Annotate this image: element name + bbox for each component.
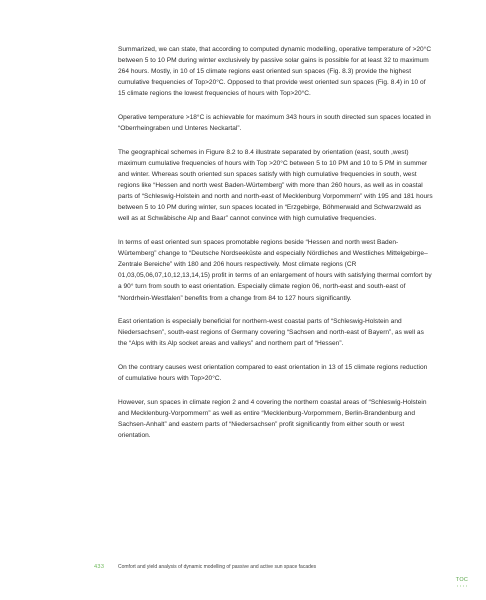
paragraph-climate-region-2-4: However, sun spaces in climate region 2 and 4 covering the northern coastal areas of “Schleswig-Holstein and Mecklenburg-Vorpommern” as well as entire “Mecklenburg-Vorpommern, Berlin-Brandenburg and Sachsen-Anhalt” and eastern parts of “Niedersachsen” profit significantly from either south or west orientation. (118, 398, 427, 440)
toc-dots-icon (456, 585, 468, 587)
toc-label: TOC (455, 577, 469, 583)
paragraph-east-orientation-benefits: East orientation is especially beneficial for northern-west coastal parts of “Schleswig-Holstein and Niedersachsen”, south-east regions of Germany covering “Sachsen and north-east of Bayern”, as well as the “Alps with its Alp socket areas and valleys” and northern part of “Hessen”. (118, 318, 424, 348)
paragraph-geographical-schemes: The geographical schemes in Figure 8.2 to 8.4 illustrate separated by orientation (east, south ,west) maximum cumulative frequencies of hours with Top >20°C between 5 to 10 PM and 10 to 5 PM in summer and winter. Whereas south oriented sun spaces satisfy with high cumulative frequencies in south, west regions like “Hessen and north west Baden-Würtemberg” with more than 260 hours, as well as in coastal parts of “Schleswig-Holstein and north and north-east of Mecklenburg Vorpommern” with 195 and 181 hours between 5 to 10 PM during winter, sun spaces located in “Erzgebirge, Böhmerwald and Schwarzwald as well as at Schwäbische Alp and Baar” cannot convince with high cumulative frequencies. (118, 148, 433, 223)
main-text (118, 44, 434, 454)
paragraph-operative-temperature: Operative temperature >18°C is achievable for maximum 343 hours in south directed sun spaces located in “Oberrheingraben und Unteres Neckartal”. (118, 114, 431, 133)
paragraph-east-orientation-regions: In terms of east oriented sun spaces promotable regions beside “Hessen and north west Baden-Würtemberg” change to “Deutsche Nordseeküste and especially Nördliches and Westliches Mittelgebirge–Zentrale Bereiche” with 180 and 206 hours respectively. Most climate regions (CR 01,03,05,06,07,10,12,13,14,15) profit in terms of an enlargement of hours with satisfying thermal comfort by a 90° turn from south to east orientation. Especially climate region 06, north-east and south-east of “Nordrhein-Westfalen” benefits from a change from 84 to 127 hours significantly. (118, 239, 432, 302)
running-title: Comfort and yield analysis of dynamic modelling of passive and active sun space facades (118, 564, 317, 570)
toc-link[interactable] (452, 577, 472, 591)
page-number: 433 (94, 564, 105, 570)
page-footer (0, 563, 486, 577)
paragraph-west-orientation: On the contrary causes west orientation compared to east orientation in 13 of 15 climate regions reduction of cumulative hours with Top>20°C. (118, 364, 428, 383)
paragraph-summary: Summarized, we can state, that according to computed dynamic modelling, operative temperature of >20°C between 5 to 10 PM during winter exclusively by passive solar gains is possible for at least 32 to maximum 264 hours. Mostly, in 10 of 15 climate regions east oriented sun spaces (Fig. 8.3) provide the highest cumulative frequencies of Top>20°C. Opposed to that provide west oriented sun spaces (Fig. 8.4) in 10 of 15 climate regions the lowest frequencies of hours with Top>20°C. (118, 46, 432, 98)
